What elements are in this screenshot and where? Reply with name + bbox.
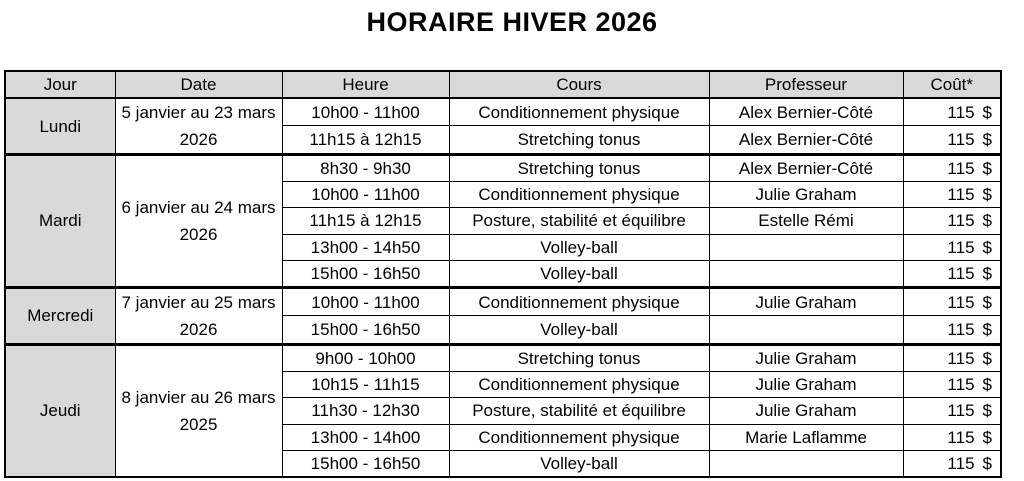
- currency-symbol: $: [982, 130, 992, 150]
- cost-amount: 115: [947, 263, 975, 283]
- date-range-cell: 5 janvier au 23 mars 2026: [115, 98, 282, 155]
- course-cell: Volley-ball: [449, 260, 709, 287]
- currency-symbol: $: [982, 263, 992, 283]
- teacher-cell: Alex Bernier-Côté: [709, 126, 903, 155]
- cost-amount: 115: [947, 349, 975, 369]
- time-cell: 15h00 - 16h50: [282, 450, 449, 477]
- teacher-cell: Julie Graham: [709, 344, 903, 371]
- header-cout: Coût*: [903, 71, 1001, 98]
- cost-cell: [903, 260, 1001, 287]
- cost-cell: [903, 450, 1001, 477]
- teacher-cell: Julie Graham: [709, 287, 903, 316]
- cost-cell: [903, 182, 1001, 208]
- teacher-cell: [709, 260, 903, 287]
- time-cell: 11h15 à 12h15: [282, 126, 449, 155]
- course-cell: Posture, stabilité et équilibre: [449, 398, 709, 424]
- currency-symbol: $: [982, 375, 992, 395]
- teacher-cell: Marie Laflamme: [709, 424, 903, 450]
- cost-amount: 115: [947, 375, 975, 395]
- teacher-cell: [709, 234, 903, 260]
- date-range-cell: 6 janvier au 24 mars 2026: [115, 155, 282, 288]
- table-header-row: [5, 71, 1001, 98]
- time-cell: 11h15 à 12h15: [282, 208, 449, 234]
- time-cell: 11h30 - 12h30: [282, 398, 449, 424]
- currency-symbol: $: [982, 159, 992, 179]
- teacher-cell: Estelle Rémi: [709, 208, 903, 234]
- cost-amount: 115: [947, 159, 975, 179]
- cost-cell: [903, 126, 1001, 155]
- teacher-cell: Alex Bernier-Côté: [709, 98, 903, 126]
- course-cell: Conditionnement physique: [449, 182, 709, 208]
- page-title: HORAIRE HIVER 2026: [366, 7, 658, 37]
- time-cell: 9h00 - 10h00: [282, 344, 449, 371]
- day-cell: Jeudi: [5, 344, 115, 476]
- course-cell: Conditionnement physique: [449, 372, 709, 398]
- header-heure: Heure: [282, 71, 449, 98]
- time-cell: 15h00 - 16h50: [282, 260, 449, 287]
- teacher-cell: Alex Bernier-Côté: [709, 155, 903, 182]
- cost-amount: 115: [947, 453, 975, 473]
- course-cell: Volley-ball: [449, 450, 709, 477]
- teacher-cell: Julie Graham: [709, 372, 903, 398]
- cost-cell: [903, 372, 1001, 398]
- cost-amount: 115: [947, 401, 975, 421]
- cost-amount: 115: [947, 427, 975, 447]
- course-cell: Conditionnement physique: [449, 98, 709, 126]
- cost-amount: 115: [947, 292, 975, 312]
- day-cell: Lundi: [5, 98, 115, 155]
- currency-symbol: $: [982, 349, 992, 369]
- course-cell: Posture, stabilité et équilibre: [449, 208, 709, 234]
- currency-symbol: $: [982, 211, 992, 231]
- currency-symbol: $: [982, 453, 992, 473]
- currency-symbol: $: [982, 292, 992, 312]
- cost-cell: [903, 208, 1001, 234]
- time-cell: 10h15 - 11h15: [282, 372, 449, 398]
- table-row: [5, 344, 1001, 371]
- cost-cell: [903, 234, 1001, 260]
- schedule-table: [4, 70, 1002, 478]
- teacher-cell: [709, 450, 903, 477]
- header-date: Date: [115, 71, 282, 98]
- currency-symbol: $: [982, 102, 992, 122]
- cost-amount: 115: [947, 102, 975, 122]
- header-professeur: Professeur: [709, 71, 903, 98]
- time-cell: 13h00 - 14h00: [282, 424, 449, 450]
- cost-amount: 115: [947, 211, 975, 231]
- time-cell: 10h00 - 11h00: [282, 287, 449, 316]
- cost-amount: 115: [947, 130, 975, 150]
- header-jour: Jour: [5, 71, 115, 98]
- table-row: [5, 98, 1001, 126]
- table-row: [5, 155, 1001, 182]
- cost-cell: [903, 287, 1001, 316]
- course-cell: Conditionnement physique: [449, 424, 709, 450]
- cost-amount: 115: [947, 185, 975, 205]
- cost-amount: 115: [947, 237, 975, 257]
- time-cell: 8h30 - 9h30: [282, 155, 449, 182]
- teacher-cell: Julie Graham: [709, 398, 903, 424]
- time-cell: 10h00 - 11h00: [282, 98, 449, 126]
- currency-symbol: $: [982, 320, 992, 340]
- currency-symbol: $: [982, 237, 992, 257]
- course-cell: Stretching tonus: [449, 344, 709, 371]
- cost-cell: [903, 344, 1001, 371]
- day-cell: Mercredi: [5, 287, 115, 344]
- cost-cell: [903, 424, 1001, 450]
- currency-symbol: $: [982, 427, 992, 447]
- course-cell: Volley-ball: [449, 316, 709, 345]
- course-cell: Volley-ball: [449, 234, 709, 260]
- cost-cell: [903, 98, 1001, 126]
- cost-cell: [903, 398, 1001, 424]
- schedule-body: [5, 98, 1001, 477]
- course-cell: Stretching tonus: [449, 126, 709, 155]
- time-cell: 10h00 - 11h00: [282, 182, 449, 208]
- course-cell: Conditionnement physique: [449, 287, 709, 316]
- currency-symbol: $: [982, 401, 992, 421]
- time-cell: 15h00 - 16h50: [282, 316, 449, 345]
- teacher-cell: [709, 316, 903, 345]
- time-cell: 13h00 - 14h50: [282, 234, 449, 260]
- teacher-cell: Julie Graham: [709, 182, 903, 208]
- date-range-cell: 7 janvier au 25 mars 2026: [115, 287, 282, 344]
- header-cours: Cours: [449, 71, 709, 98]
- cost-cell: [903, 155, 1001, 182]
- cost-cell: [903, 316, 1001, 345]
- table-row: [5, 287, 1001, 316]
- day-cell: Mardi: [5, 155, 115, 288]
- cost-amount: 115: [947, 320, 975, 340]
- date-range-cell: 8 janvier au 26 mars 2025: [115, 344, 282, 476]
- currency-symbol: $: [982, 185, 992, 205]
- course-cell: Stretching tonus: [449, 155, 709, 182]
